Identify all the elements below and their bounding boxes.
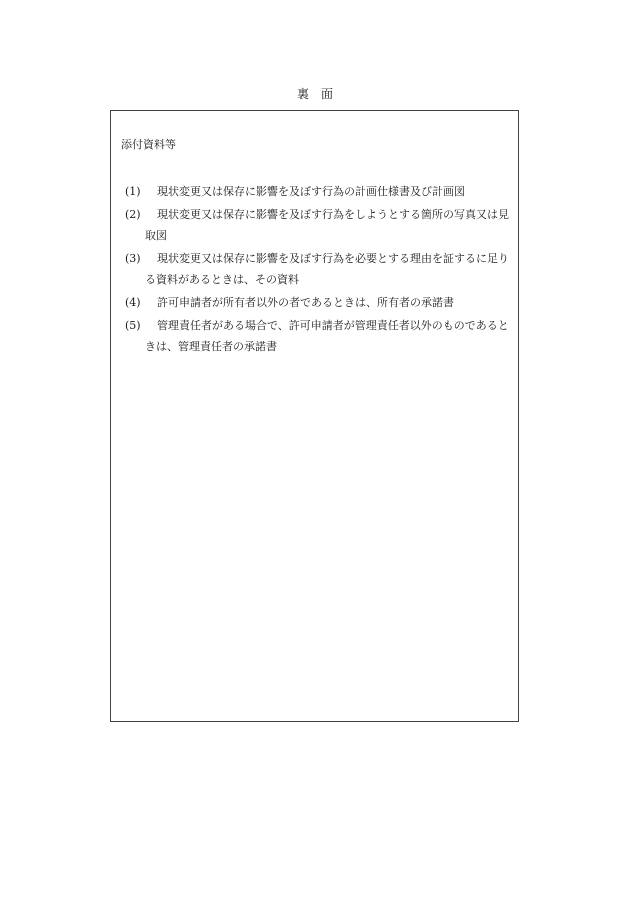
item-number: (3) — [125, 252, 141, 265]
attachment-item-1 — [111, 181, 520, 202]
attachment-item-4 — [111, 292, 520, 313]
item-text: 管理責任者がある場合で、許可申請者が管理責任者以外のものであるときは、管理責任者の承諾書 — [145, 319, 509, 353]
attachment-list — [111, 181, 520, 359]
item-text: 現状変更又は保存に影響を及ぼす行為の計画仕様書及び計画図 — [157, 185, 465, 198]
attachment-item-5 — [111, 315, 520, 357]
item-number: (1) — [125, 185, 141, 198]
item-text: 現状変更又は保存に影響を及ぼす行為をしようとする箇所の写真又は見取図 — [145, 208, 509, 242]
attachment-item-3 — [111, 248, 520, 290]
item-number: (5) — [125, 319, 141, 332]
item-text: 現状変更又は保存に影響を及ぼす行為を必要とする理由を証するに足りる資料があるときは、その資料 — [145, 252, 509, 286]
item-number: (2) — [125, 208, 141, 221]
section-title: 添付資料等 — [121, 138, 176, 151]
item-number: (4) — [125, 296, 141, 309]
page-heading: 裏 面 — [296, 87, 333, 101]
attachment-item-2 — [111, 204, 520, 246]
item-text: 許可申請者が所有者以外の者であるときは、所有者の承諾書 — [157, 296, 454, 309]
attachments-box — [110, 110, 519, 722]
